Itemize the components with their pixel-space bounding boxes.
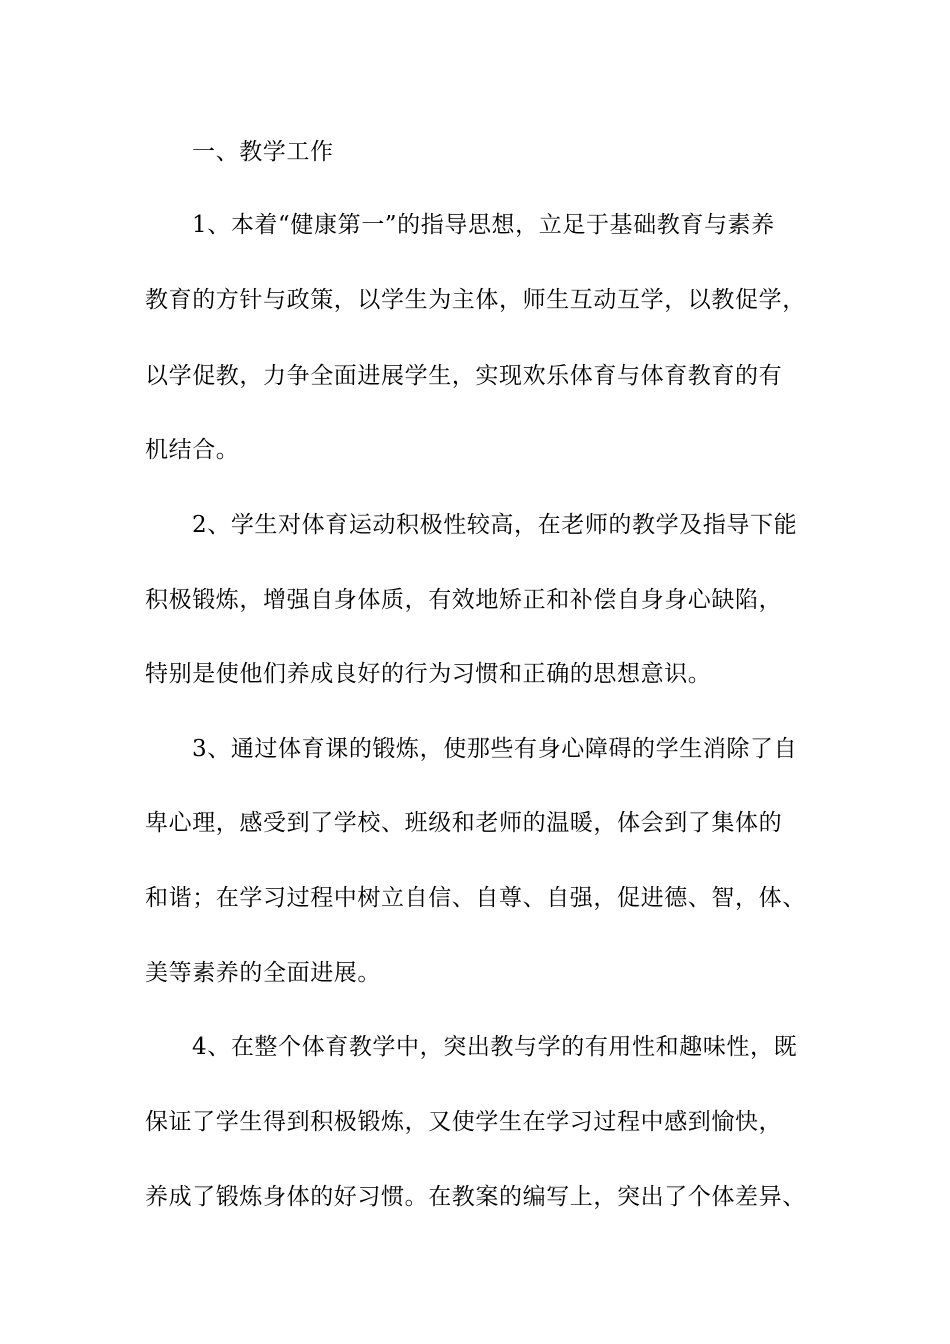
paragraph-3-line-2: 卑心理，感受到了学校、班级和老师的温暖，体会到了集体的: [145, 810, 783, 836]
paragraph-2-line-1: 2、学生对体育运动积极性较高，在老师的教学及指导下能: [192, 512, 798, 538]
paragraph-4-line-2: 保证了学生得到积极锻炼，又使学生在学习过程中感到愉快，: [145, 1109, 783, 1135]
paragraph-3-line-3: 和谐；在学习过程中树立自信、自尊、自强，促进德、智，体、: [145, 885, 806, 911]
paragraph-4-line-3: 养成了锻炼身体的好习惯。在教案的编写上，突出了个体差异、: [145, 1184, 806, 1210]
paragraph-1-line-2: 教育的方针与政策，以学生为主体，师生互动互学，以教促学，: [145, 287, 806, 313]
paragraph-3-line-1: 3、通过体育课的锻炼，使那些有身心障碍的学生消除了自: [192, 736, 798, 762]
paragraph-3-line-4: 美等素养的全面进展。: [145, 960, 381, 986]
paragraph-1-line-1: 1、本着“健康第一”的指导思想，立足于基础教育与素养: [192, 212, 775, 238]
paragraph-2-line-3: 特别是使他们养成良好的行为习惯和正确的思想意识。: [145, 661, 712, 687]
paragraph-4-line-1: 4、在整个体育教学中，突出教与学的有用性和趣味性，既: [192, 1034, 798, 1060]
paragraph-1-line-3: 以学促教，力争全面进展学生，实现欢乐体育与体育教育的有: [145, 363, 783, 389]
paragraph-1-line-4: 机结合。: [145, 437, 240, 463]
paragraph-2-line-2: 积极锻炼，增强自身体质，有效地矫正和补偿自身身心缺陷，: [145, 587, 783, 613]
section-heading: 一、教学工作: [192, 139, 334, 165]
